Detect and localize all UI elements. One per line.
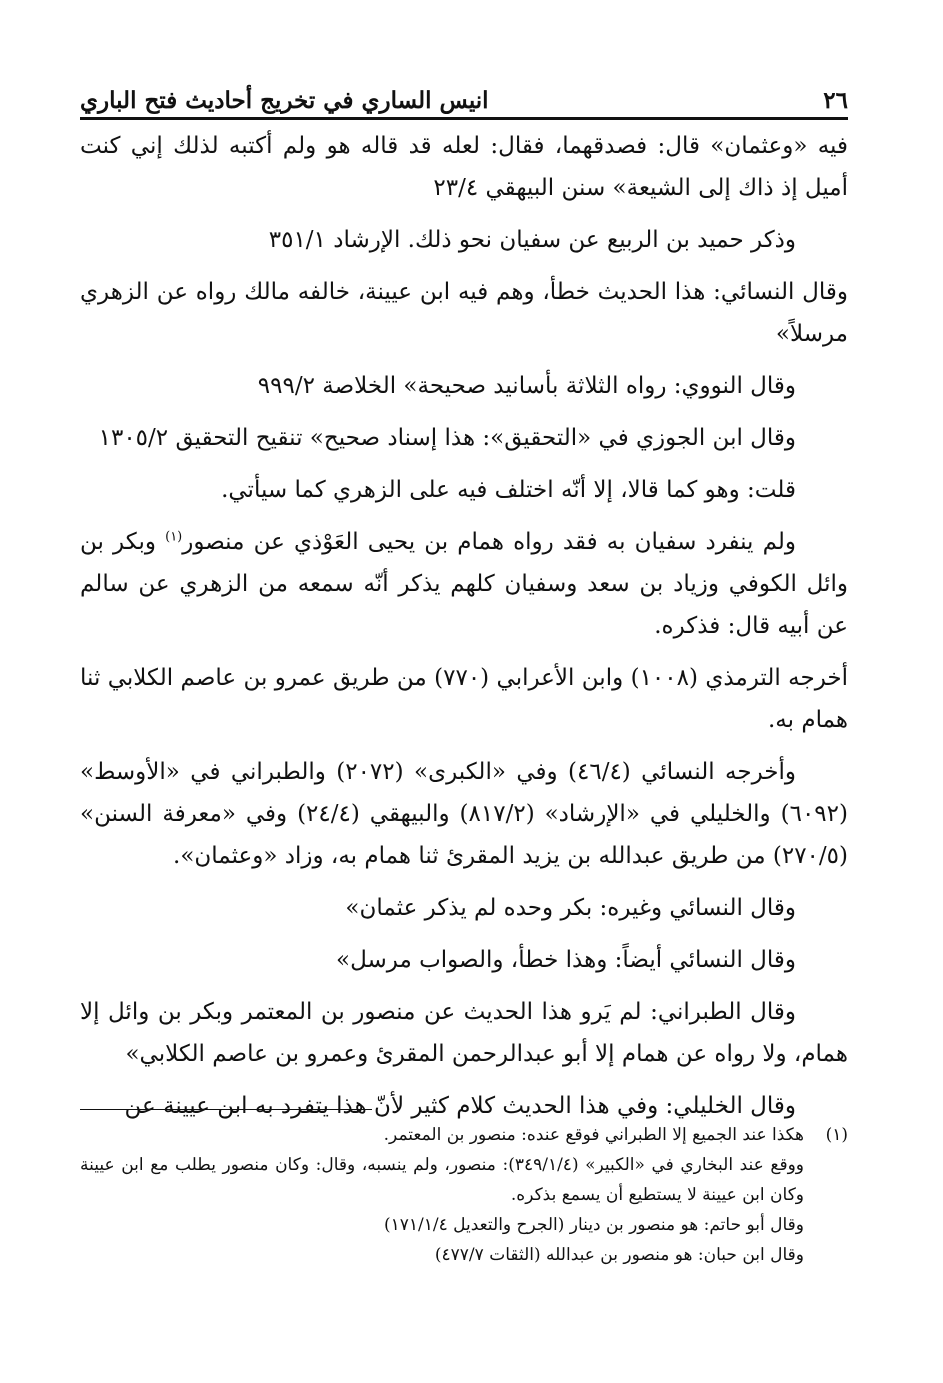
book-title: انيس الساري في تخريج أحاديث فتح الباري: [80, 87, 489, 114]
footnote-line-3: وقال أبو حاتم: هو منصور بن دينار (الجرح والتعديل ١٧١/١/٤): [384, 1215, 804, 1235]
paragraph-7-end: وبكر بن وائل الكوفي وزياد بن سعد وسفيان كلهم يذكر أنّه سمعه من الزهري عن سالم عن أبيه قال: فذكره.: [80, 529, 848, 639]
footnotes: [80, 1120, 848, 1270]
header-rule: [80, 117, 848, 120]
footnote-reference[interactable]: (١): [165, 529, 183, 545]
paragraph-9: وأخرجه النسائي (٤٦/٤) وفي «الكبرى» (٢٠٧٢) والطبراني في «الأوسط» (٦٠٩٢) والخليلي في «الإرشاد» (٨١٧/٢) والبيهقي (٢٤/٤) وفي «معرفة السنن» (٢٧٠/٥) من طريق عبدالله بن يزيد المقرئ ثنا همام به، وزاد «وعثمان».: [80, 759, 848, 869]
paragraph-3: وقال النسائي: هذا الحديث خطأ، وهم فيه ابن عيينة، خالفه مالك رواه عن الزهري مرسلاً»: [80, 279, 848, 347]
paragraph-10: وقال النسائي وغيره: بكر وحده لم يذكر عثمان»: [345, 895, 796, 921]
footnote-line-4: وقال ابن حبان: هو منصور بن عبدالله (الثقات ٤٧٧/٧): [434, 1245, 804, 1265]
paragraph-6: قلت: وهو كما قالا، إلا أنّه اختلف فيه على الزهري كما سيأتي.: [221, 477, 796, 503]
paragraph-8: أخرجه الترمذي (١٠٠٨) وابن الأعرابي (٧٧٠) من طريق عمرو بن عاصم الكلابي ثنا همام به.: [80, 665, 848, 733]
footnote-1-text: هكذا عند الجميع إلا الطبراني فوقع عنده: منصور بن المعتمر.: [383, 1125, 804, 1145]
paragraph-1: فيه «وعثمان» قال: فصدقهما، فقال: لعله قد قاله هو ولم أكتبه لذلك إني كنت أميل إذ ذاك إلى الشيعة» سنن البيهقي ٢٣/٤: [80, 133, 848, 201]
footnote-1: [80, 1120, 848, 1150]
paragraph-2: وذكر حميد بن الربيع عن سفيان نحو ذلك. الإرشاد ٣٥١/١: [268, 227, 796, 253]
footnote-mark: (١): [825, 1125, 848, 1145]
page-number: ٢٦: [823, 87, 848, 114]
paragraph-11: وقال النسائي أيضاً: وهذا خطأ، والصواب مرسل»: [336, 947, 796, 973]
paragraph-7: [80, 521, 848, 647]
paragraph-4: وقال النووي: رواه الثلاثة بأسانيد صحيحة» الخلاصة ٩٩٩/٢: [257, 373, 796, 399]
footnote-line-2: ووقع عند البخاري في «الكبير» (٣٤٩/١/٤): منصور، ولم ينسبه، وقال: وكان منصور يطلب مع ابن عيينة وكان ابن عيينة لا يستطيع أن يسمع بذكره.: [80, 1155, 804, 1205]
paragraph-12: وقال الطبراني: لم يَرو هذا الحديث عن منصور بن المعتمر وبكر بن وائل إلا همام، ولا رواه عن همام إلا أبو عبدالرحمن المقرئ وعمرو بن عاصم الكلابي»: [80, 999, 848, 1067]
footnote-separator: [80, 1109, 372, 1110]
main-text: [80, 125, 848, 1137]
paragraph-7-start: ولم ينفرد سفيان به فقد رواه همام بن يحيى العَوْذي عن منصور: [182, 529, 797, 555]
paragraph-13: وقال الخليلي: وفي هذا الحديث كلام كثير لأنّ هذا يتفرد به ابن عيينة عن: [124, 1093, 796, 1119]
running-header: [80, 76, 848, 112]
paragraph-5: وقال ابن الجوزي في «التحقيق»: هذا إسناد صحيح» تنقيح التحقيق ١٣٠٥/٢: [98, 425, 796, 451]
